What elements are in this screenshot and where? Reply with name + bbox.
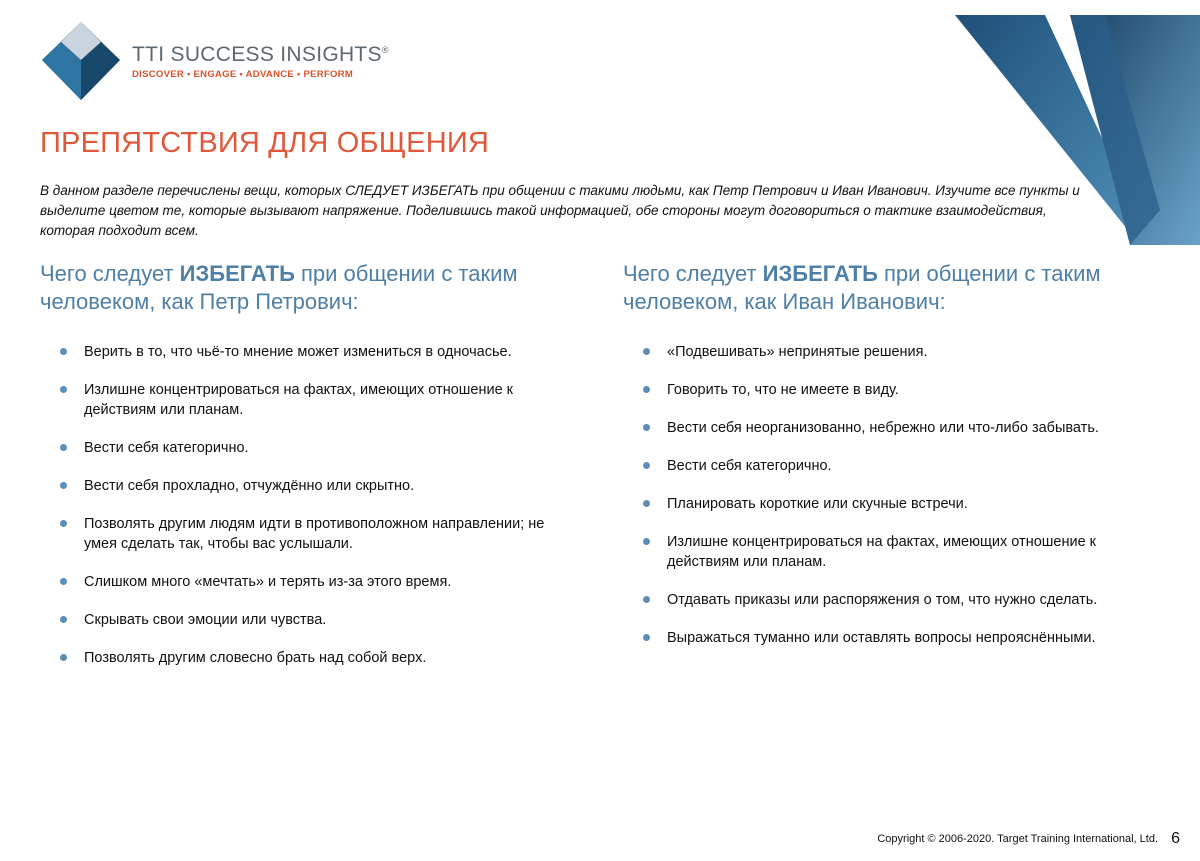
list-item: Вести себя неорганизованно, небрежно или что-либо забывать. (623, 418, 1153, 438)
list-item: Вести себя прохладно, отчуждённо или скрытно. (40, 476, 570, 496)
bullet-icon (60, 444, 67, 451)
page-number: 6 (1171, 830, 1180, 847)
list-item: Верить в то, что чьё-то мнение может измениться в одночасье. (40, 342, 570, 362)
bullet-icon (643, 634, 650, 641)
list-item: Слишком много «мечтать» и терять из-за этого время. (40, 572, 570, 592)
left-column (40, 260, 570, 686)
bullet-icon (60, 482, 67, 489)
bullet-icon (60, 520, 67, 527)
bullet-icon (60, 386, 67, 393)
left-list (40, 342, 570, 668)
bullet-icon (643, 386, 650, 393)
bullet-icon (643, 462, 650, 469)
bullet-icon (643, 348, 650, 355)
bullet-icon (60, 348, 67, 355)
copyright-text: Copyright © 2006-2020. Target Training International, Ltd. (877, 833, 1158, 845)
brand-tagline: DISCOVER • ENGAGE • ADVANCE • PERFORM (132, 68, 354, 80)
diamond-logo-icon (40, 20, 122, 102)
list-item: Излишне концентрироваться на фактах, имеющих отношение к действиям или планам. (623, 532, 1153, 572)
bullet-icon (643, 424, 650, 431)
bullet-icon (643, 500, 650, 507)
left-heading: Чего следует ИЗБЕГАТЬ при общении с таким человеком, как Петр Петрович: (40, 261, 518, 314)
right-column (623, 260, 1153, 666)
bullet-icon (643, 538, 650, 545)
list-item: Вести себя категорично. (40, 438, 570, 458)
right-list (623, 342, 1153, 648)
list-item: Выражаться туманно или оставлять вопросы непрояснёнными. (623, 628, 1153, 648)
list-item: Позволять другим словесно брать над собой верх. (40, 648, 570, 668)
list-item: Излишне концентрироваться на фактах, имеющих отношение к действиям или планам. (40, 380, 570, 420)
brand-name: TTI SUCCESS INSIGHTS® (132, 42, 389, 66)
list-item: Отдавать приказы или распоряжения о том, что нужно сделать. (623, 590, 1153, 610)
tti-logo (40, 20, 389, 102)
list-item: Планировать короткие или скучные встречи. (623, 494, 1153, 514)
list-item: Говорить то, что не имеете в виду. (623, 380, 1153, 400)
bullet-icon (60, 578, 67, 585)
registered-mark: ® (381, 44, 389, 55)
right-heading: Чего следует ИЗБЕГАТЬ при общении с таким человеком, как Иван Иванович: (623, 261, 1101, 314)
list-item: Вести себя категорично. (623, 456, 1153, 476)
list-item: «Подвешивать» непринятые решения. (623, 342, 1153, 362)
intro-paragraph: В данном разделе перечислены вещи, которых СЛЕДУЕТ ИЗБЕГАТЬ при общении с такими людьми, как Петр Петрович и Иван Иванович. Изучите все пункты и выделите цветом те, которые вызывают напряжение. Поделившись такой информацией, обе стороны могут договориться о тактике взаимодействия, которая подходит всем. (40, 183, 1080, 238)
list-item: Скрывать свои эмоции или чувства. (40, 610, 570, 630)
bullet-icon (60, 654, 67, 661)
page-title: ПРЕПЯТСТВИЯ ДЛЯ ОБЩЕНИЯ (40, 127, 490, 159)
list-item: Позволять другим людям идти в противоположном направлении; не умея сделать так, чтобы вас услышали. (40, 514, 570, 554)
bullet-icon (60, 616, 67, 623)
bullet-icon (643, 596, 650, 603)
